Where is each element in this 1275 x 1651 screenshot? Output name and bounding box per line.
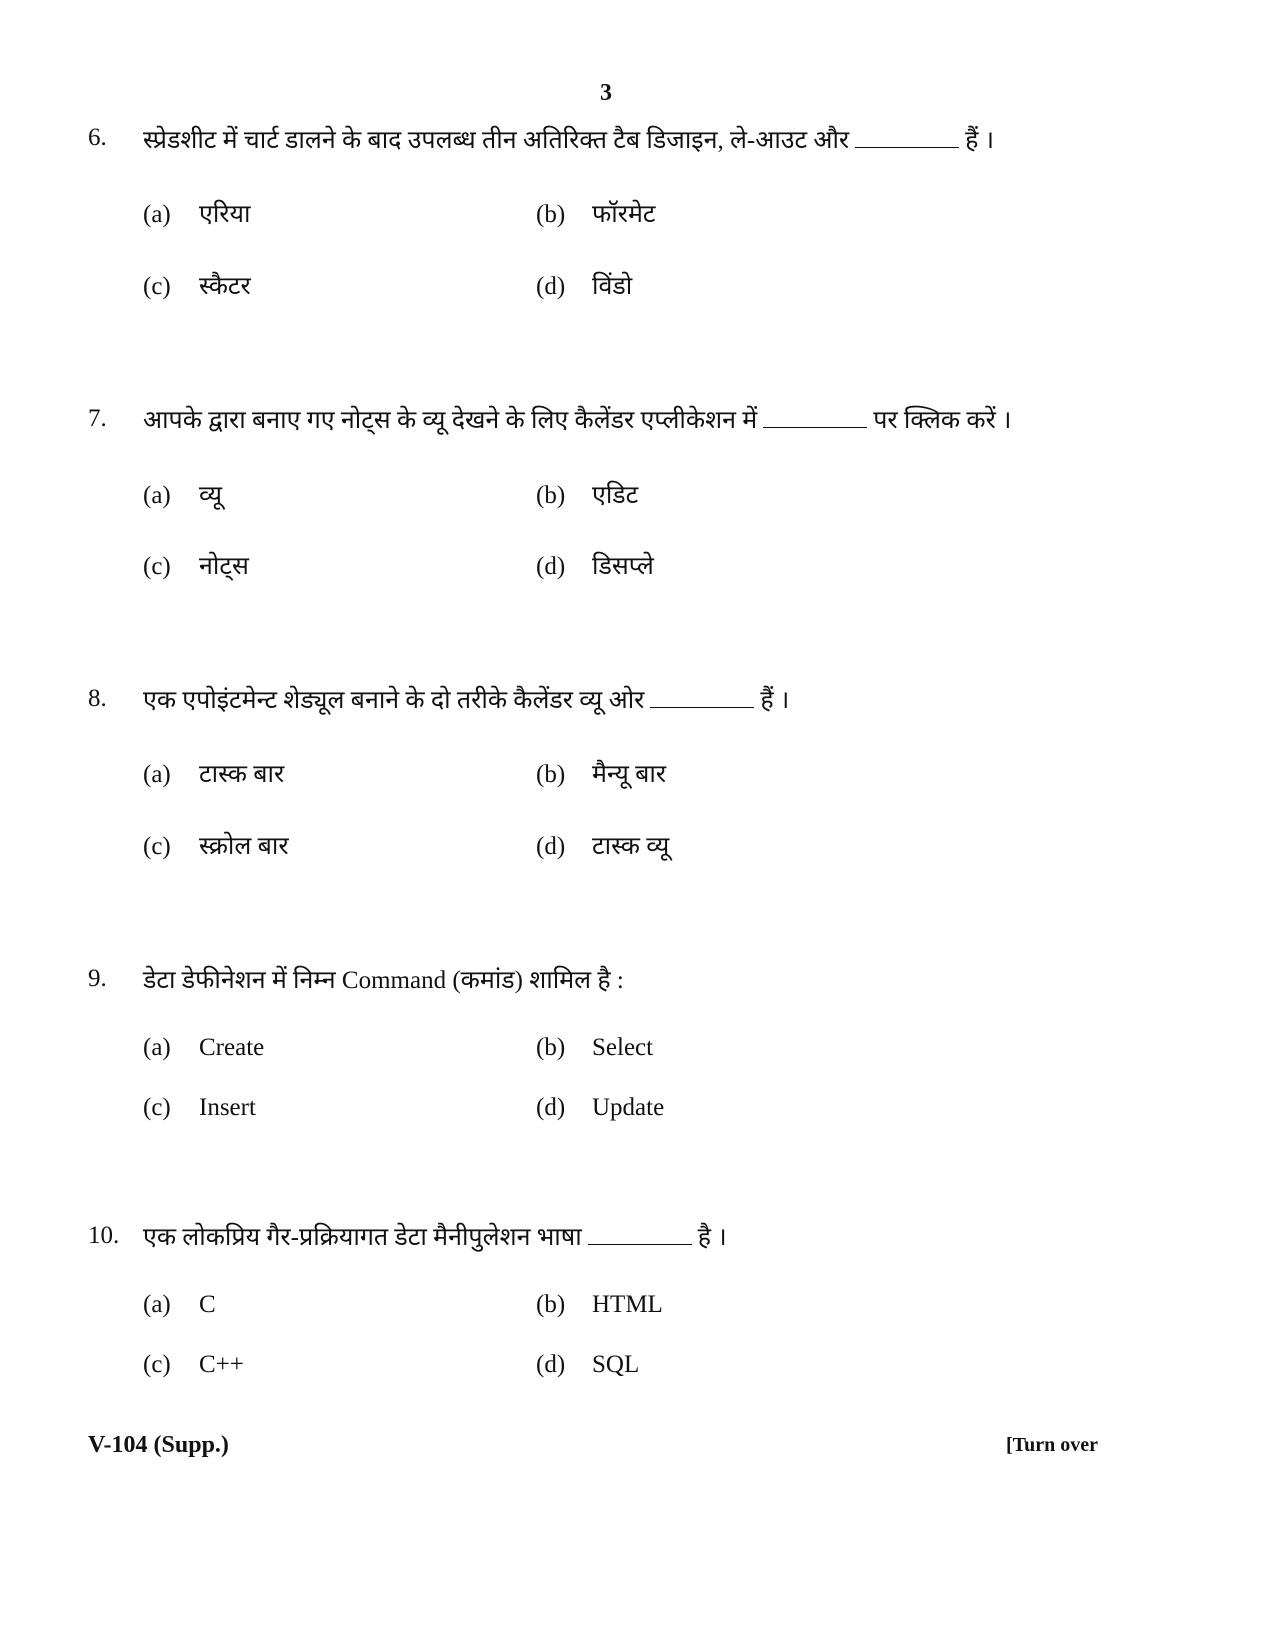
question-8-option-b: (b) मैन्यू बार <box>536 761 667 788</box>
question-6-option-c: (c) स्कैटर <box>143 273 251 300</box>
question-6-text-before: स्प्रेडशीट में चार्ट डालने के बाद उपलब्ध तीन अतिरिक्त टैब डिजाइन, ले-आउट और <box>143 127 850 154</box>
question-7-option-d: (d) डिसप्ले <box>536 553 654 580</box>
question-6-option-a: (a) एरिया <box>143 201 251 228</box>
question-8-number: 8. <box>88 685 107 712</box>
question-7-option-a: (a) व्यू <box>143 482 223 509</box>
answer-blank <box>588 1224 692 1245</box>
question-7-text-before: आपके द्वारा बनाए गए नोट्स के व्यू देखने के लिए कैलेंडर एप्लीकेशन में <box>143 407 758 434</box>
question-8-option-c: (c) स्क्रोल बार <box>143 833 289 860</box>
question-10-number: 10. <box>88 1222 120 1249</box>
question-7-number: 7. <box>88 405 107 432</box>
question-9-number: 9. <box>88 965 107 992</box>
question-8-option-d: (d) टास्क व्यू <box>536 833 670 860</box>
answer-blank <box>650 687 754 708</box>
question-10-option-a: (a) C <box>143 1291 216 1318</box>
question-7-option-c: (c) नोट्स <box>143 553 249 580</box>
question-10-text <box>143 1219 727 1253</box>
question-9-text: डेटा डेफीनेशन में निम्न Command (कमांड) शामिल है : <box>143 967 624 994</box>
question-10-text-before: एक लोकप्रिय गैर-प्रक्रियागत डेटा मैनीपुलेशन भाषा <box>143 1224 582 1251</box>
question-10-option-b: (b) HTML <box>536 1291 663 1318</box>
question-6-text <box>143 122 994 156</box>
question-7-option-b: (b) एडिट <box>536 482 639 509</box>
question-10-option-c: (c) C++ <box>143 1351 244 1378</box>
question-9-option-b: (b) Select <box>536 1034 654 1061</box>
question-8-option-a: (a) टास्क बार <box>143 761 285 788</box>
question-9-option-a: (a) Create <box>143 1034 265 1061</box>
question-10-text-after: है । <box>697 1224 727 1251</box>
question-6-text-after: हैं । <box>965 127 995 154</box>
question-7-text <box>143 402 1012 436</box>
turn-over-note: [Turn over <box>1006 1434 1099 1456</box>
answer-blank <box>763 407 867 428</box>
question-8-text-before: एक एपोइंटमेन्ट शेड्यूल बनाने के दो तरीके कैलेंडर व्यू ओर <box>143 687 645 714</box>
question-9-option-d: (d) Update <box>536 1094 665 1121</box>
page-number: 3 <box>600 80 612 106</box>
question-9-option-c: (c) Insert <box>143 1094 256 1121</box>
question-8-text <box>143 682 789 716</box>
question-6-number: 6. <box>88 124 107 151</box>
question-7-text-after: पर क्लिक करें । <box>873 407 1012 434</box>
question-6-option-d: (d) विंडो <box>536 273 633 300</box>
paper-code: V-104 (Supp.) <box>88 1432 229 1458</box>
question-8-text-after: हैं । <box>760 687 790 714</box>
question-6-option-b: (b) फॉरमेट <box>536 201 656 228</box>
answer-blank <box>855 127 959 148</box>
question-10-option-d: (d) SQL <box>536 1351 640 1378</box>
